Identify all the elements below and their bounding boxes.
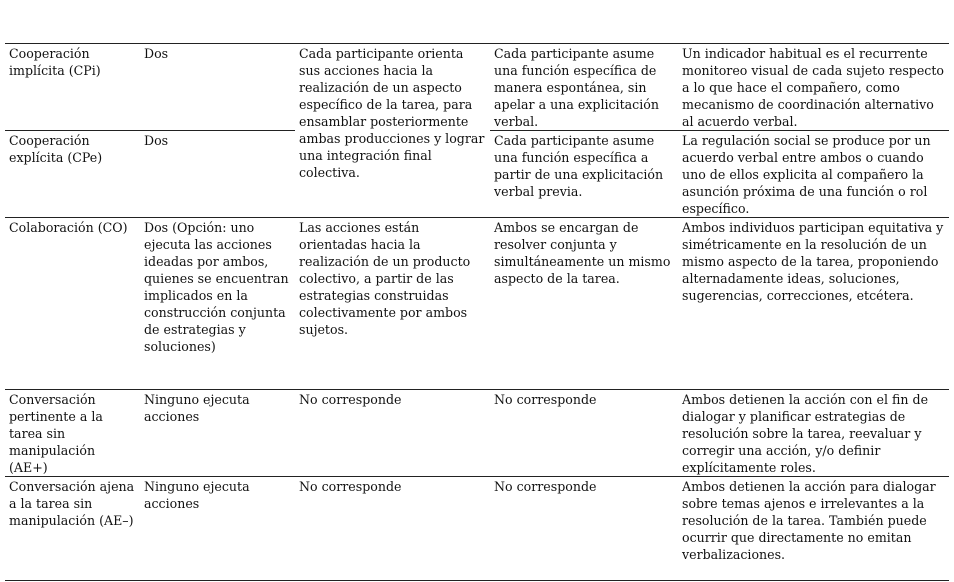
cell-functions: Cada participante asume una función específica de manera espontánea, sin apelar a una explicitación verbal. xyxy=(490,44,678,131)
cell-participants: Dos xyxy=(140,44,295,131)
cell-orientation: No corresponde xyxy=(295,477,490,581)
table-row-ae-minus xyxy=(5,477,949,581)
cell-type: Colaboración (CO) xyxy=(5,218,140,390)
cell-type: Conversación pertinente a la tarea sin manipulación (AE+) xyxy=(5,390,140,477)
cell-type: Cooperación explícita (CPe) xyxy=(5,131,140,218)
table-row-cpi xyxy=(5,44,949,131)
cell-functions: No corresponde xyxy=(490,477,678,581)
cell-orientation: No corresponde xyxy=(295,390,490,477)
cell-functions: Ambos se encargan de resolver conjunta y simultáneamente un mismo aspecto de la tarea. xyxy=(490,218,678,390)
cell-type: Conversación ajena a la tarea sin manipulación (AE–) xyxy=(5,477,140,581)
cell-participants: Dos xyxy=(140,131,295,218)
cell-orientation: Las acciones están orientadas hacia la realización de un producto colectivo, a partir de las estrategias construidas colectivamente por ambos sujetos. xyxy=(295,218,490,390)
cell-description: La regulación social se produce por un acuerdo verbal entre ambos o cuando uno de ellos explicita al compañero la asunción próxima de una función o rol específico. xyxy=(678,131,949,218)
cell-functions: Cada participante asume una función específica a partir de una explicitación verbal previa. xyxy=(490,131,678,218)
cell-functions: No corresponde xyxy=(490,390,678,477)
cell-description: Ambos individuos participan equitativa y simétricamente en la resolución de un mismo aspecto de la tarea, proponiendo alternadamente ideas, soluciones, sugerencias, correcciones, etcétera. xyxy=(678,218,949,390)
cell-description: Ambos detienen la acción para dialogar sobre temas ajenos e irrelevantes a la resolución de la tarea. También puede ocurrir que directamente no emitan verbalizaciones. xyxy=(678,477,949,581)
cell-orientation: Cada participante orienta sus acciones hacia la realización de un aspecto específico de la tarea, para ensamblar posteriormente ambas producciones y lograr una integración final colectiva. xyxy=(295,44,490,218)
cell-description: Un indicador habitual es el recurrente monitoreo visual de cada sujeto respecto a lo que hace el compañero, como mecanismo de coordinación alternativo al acuerdo verbal. xyxy=(678,44,949,131)
interaction-types-table xyxy=(5,43,949,581)
table-row-ae-plus xyxy=(5,390,949,477)
cell-type: Cooperación implícita (CPi) xyxy=(5,44,140,131)
cell-participants: Ninguno ejecuta acciones xyxy=(140,390,295,477)
table-row-co xyxy=(5,218,949,390)
cell-participants: Dos (Opción: uno ejecuta las acciones ideadas por ambos, quienes se encuentran implicados en la construcción conjunta de estrategias y soluciones) xyxy=(140,218,295,390)
cell-description: Ambos detienen la acción con el fin de dialogar y planificar estrategias de resolución sobre la tarea, reevaluar y corregir una acción, y/o definir explícitamente roles. xyxy=(678,390,949,477)
cell-participants: Ninguno ejecuta acciones xyxy=(140,477,295,581)
